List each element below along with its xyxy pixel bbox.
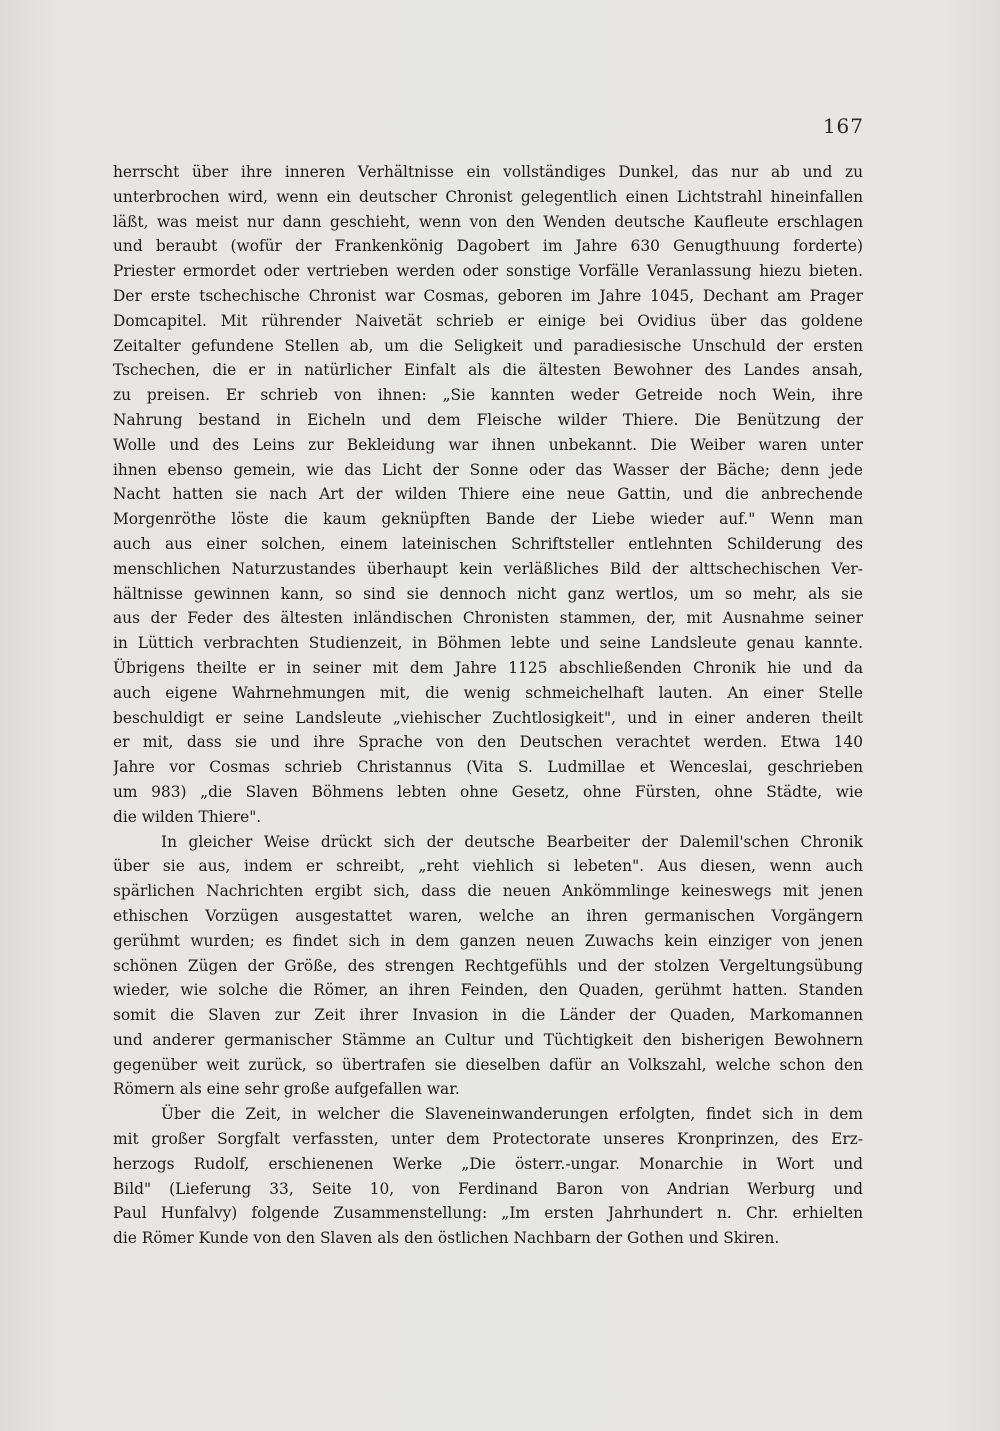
text-line: ihnen ebenso gemein, wie das Licht der Sonne oder das Wasser der Bäche; denn jede (113, 460, 863, 479)
text-line: wieder, wie solche die Römer, an ihren Feinden, den Quaden, gerühmt hatten. Standen (113, 981, 863, 1000)
text-line: ethischen Vorzügen ausgestattet waren, welche an ihren germanischen Vorgängern (113, 906, 863, 925)
text-line: die Römer Kunde von den Slaven als den östlichen Nachbarn der Gothen und Skiren. (113, 1229, 780, 1248)
text-line: Paul Hunfalvy) folgende Zusammenstellung: „Im ersten Jahrhundert n. Chr. erhielten (113, 1204, 863, 1223)
text-line: herrscht über ihre inneren Verhältnisse ein vollständiges Dunkel, das nur ab und zu (113, 163, 863, 181)
text-line: herzogs Rudolf, erschienenen Werke „Die österr.-ungar. Monarchie in Wort und (113, 1154, 863, 1173)
text-line: Übrigens theilte er in seiner mit dem Jahre 1125 abschließenden Chronik hie und da (113, 658, 863, 677)
paragraph (113, 1102, 863, 1251)
text-line: schönen Zügen der Größe, des strengen Rechtgefühls und der stolzen Vergeltungsübung (113, 956, 863, 975)
text-line: aus der Feder des ältesten inländischen Chronisten stammen, der, mit Ausnahme seiner (113, 609, 863, 628)
paragraph (113, 830, 863, 1103)
page-number: 167 (822, 114, 864, 138)
text-line: Priester ermordet oder vertrieben werden oder sonstige Vorfälle Veranlassung hiezu bieten. (113, 262, 863, 281)
text-line: auch aus einer solchen, einem lateinischen Schriftsteller entlehnten Schilderung des (113, 534, 863, 553)
text-line: In gleicher Weise drückt sich der deutsche Bearbeiter der Dalemil'schen Chronik (161, 832, 863, 851)
text-line: und beraubt (wofür der Frankenkönig Dagobert im Jahre 630 Genugthuung forderte) (113, 237, 863, 256)
text-line: um 983) „die Slaven Böhmens lebten ohne Gesetz, ohne Fürsten, ohne Städte, wie (113, 782, 863, 801)
text-line: in Lüttich verbrachten Studienzeit, in Böhmen lebte und seine Landsleute genau kannte. (113, 634, 863, 653)
paragraph (113, 160, 863, 830)
text-line: gegenüber weit zurück, so übertrafen sie dieselben dafür an Volkszahl, welche schon den (113, 1055, 863, 1074)
text-line: über sie aus, indem er schreibt, „reht viehlich si lebeten". Aus diesen, wenn auch (113, 857, 863, 876)
text-line: läßt, was meist nur dann geschieht, wenn von den Wenden deutsche Kaufleute erschlagen (113, 212, 863, 231)
text-line: zu preisen. Er schrieb von ihnen: „Sie kannten weder Getreide noch Wein, ihre (113, 386, 863, 405)
text-line: somit die Slaven zur Zeit ihrer Invasion in die Länder der Quaden, Markomannen (113, 1006, 863, 1025)
text-line: und anderer germanischer Stämme an Cultur und Tüchtigkeit den bisherigen Bewohnern (113, 1030, 863, 1049)
text-line: Über die Zeit, in welcher die Slaveneinwanderungen erfolgten, findet sich in dem (161, 1105, 863, 1124)
text-line: hältnisse gewinnen kann, so sind sie dennoch nicht ganz wertlos, um so mehr, als sie (113, 584, 863, 603)
text-line: Tschechen, die er in natürlicher Einfalt als die ältesten Bewohner des Landes ansah, (113, 361, 863, 380)
text-line: gerühmt wurden; es findet sich in dem ganzen neuen Zuwachs kein einziger von jenen (113, 931, 863, 950)
text-line: Jahre vor Cosmas schrieb Christannus (Vita S. Ludmillae et Wenceslai, geschrieben (113, 758, 863, 777)
text-line: spärlichen Nachrichten ergibt sich, dass die neuen Ankömmlinge keineswegs mit jenen (113, 882, 863, 901)
text-line: auch eigene Wahrnehmungen mit, die wenig schmeichelhaft lauten. An einer Stelle (113, 683, 863, 702)
text-line: beschuldigt er seine Landsleute „viehischer Zuchtlosigkeit", und in einer anderen theilt (113, 708, 863, 727)
text-line: mit großer Sorgfalt verfassten, unter dem Protectorate unseres Kronprinzen, des Erz- (113, 1130, 863, 1149)
text-line: Morgenröthe löste die kaum geknüpften Bande der Liebe wieder auf." Wenn man (113, 510, 863, 529)
text-line: er mit, dass sie und ihre Sprache von den Deutschen verachtet werden. Etwa 140 (113, 733, 863, 752)
text-line: menschlichen Naturzustandes überhaupt kein verläßliches Bild der alttschechischen Ver- (113, 559, 863, 578)
text-line: Zeitalter gefundene Stellen ab, um die Seligkeit und paradiesische Unschuld der ersten (113, 336, 863, 355)
text-line: Römern als eine sehr große aufgefallen war. (113, 1080, 460, 1099)
text-line: Nahrung bestand in Eicheln und dem Fleische wilder Thiere. Die Benützung der (113, 410, 863, 429)
body-text (113, 160, 863, 1251)
text-line: Domcapitel. Mit rührender Naivetät schrieb er einige bei Ovidius über das goldene (113, 311, 863, 330)
text-line: Wolle und des Leins zur Bekleidung war ihnen unbekannt. Die Weiber waren unter (113, 435, 863, 454)
text-line: Bild" (Lieferung 33, Seite 10, von Ferdinand Baron von Andrian Werburg und (113, 1179, 863, 1198)
text-line: Der erste tschechische Chronist war Cosmas, geboren im Jahre 1045, Dechant am Prager (113, 286, 863, 305)
text-line: Nacht hatten sie nach Art der wilden Thiere eine neue Gattin, und die anbrechende (113, 485, 863, 504)
text-line: unterbrochen wird, wenn ein deutscher Chronist gelegentlich einen Lichtstrahl hineinfallen (113, 187, 863, 206)
text-line: die wilden Thiere". (113, 807, 262, 826)
